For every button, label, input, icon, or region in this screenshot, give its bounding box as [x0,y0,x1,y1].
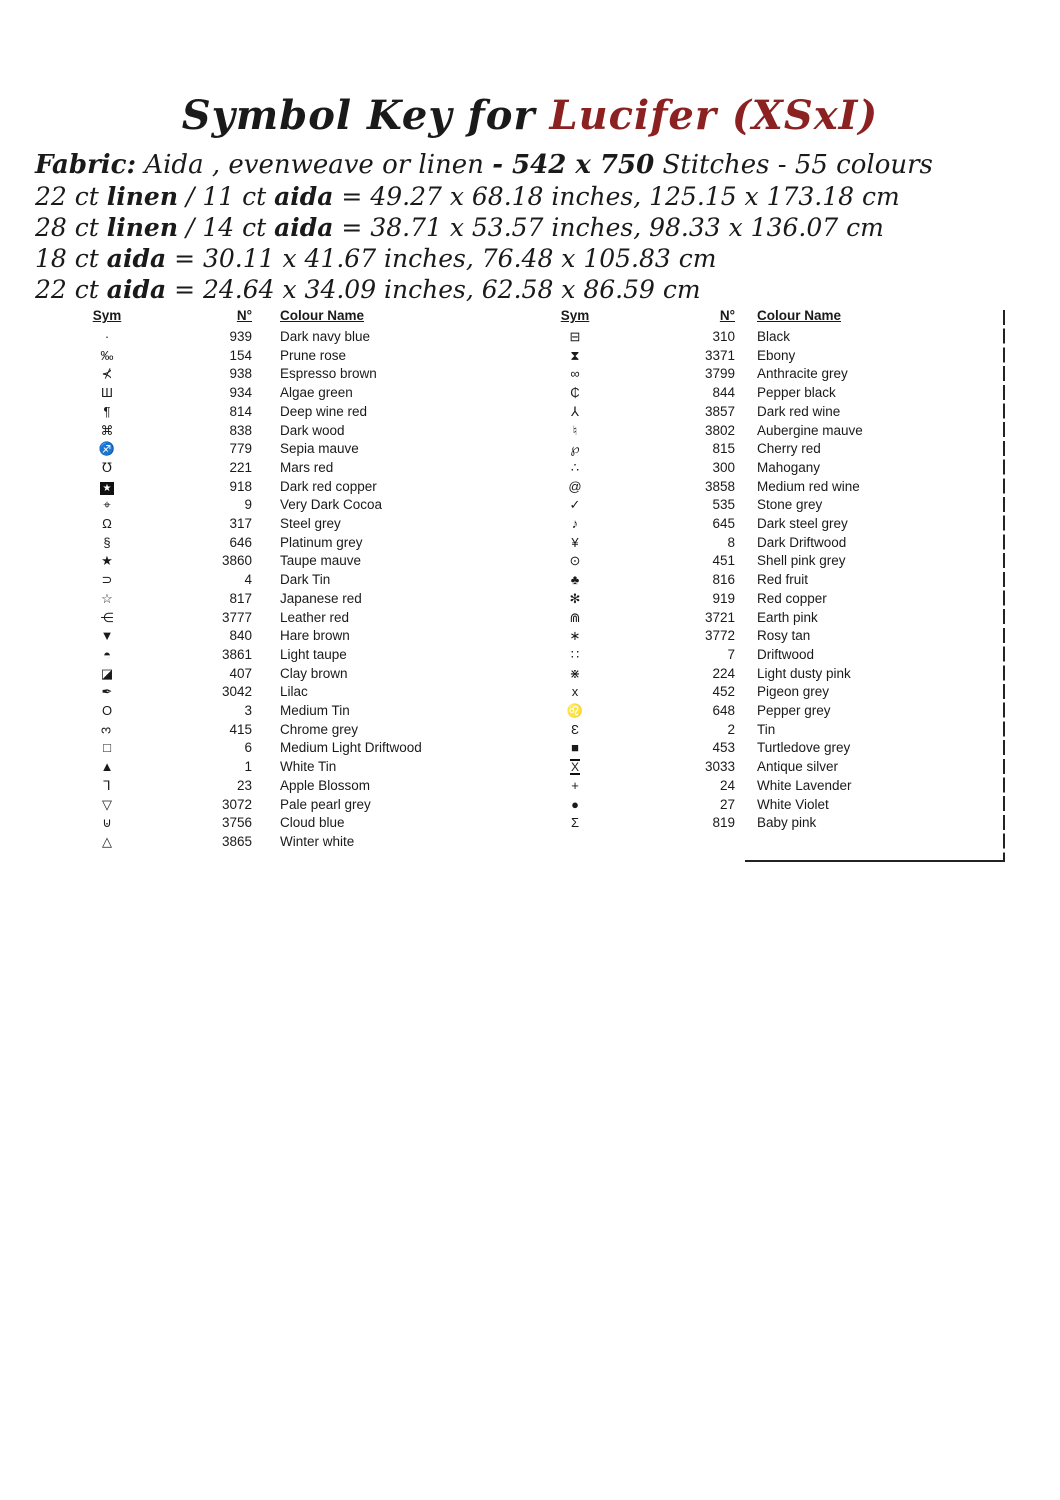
stitch-symbol: ⋇ [569,665,581,681]
thread-number: 934 [229,385,252,401]
colour-name: Lilac [280,684,308,700]
colour-name: Deep wine red [280,403,368,419]
key-row [535,347,990,366]
stitch-symbol: § [103,534,111,550]
thread-number: 838 [229,422,252,438]
stitch-symbol: ∴ [570,459,580,475]
colour-name: Medium Tin [280,703,350,719]
stitch-symbol: ₵ [570,385,580,401]
colour-name: Ebony [757,347,796,363]
key-table-left-body [62,328,482,852]
colour-name: Red copper [757,590,827,606]
key-row [62,665,482,684]
key-row [62,478,482,497]
colour-name: Pepper grey [757,703,831,719]
stitch-symbol: ♮ [572,422,578,438]
key-row [62,384,482,403]
thread-number: 840 [229,628,252,644]
key-row [535,590,990,609]
colour-name: Anthracite grey [757,366,848,382]
stitch-symbol: Ш [101,385,113,401]
key-row [535,552,990,571]
colour-name: Tin [757,721,776,737]
key-row [535,758,990,777]
key-row [535,459,990,478]
stitch-symbol: ⌘ [100,422,114,438]
thread-number: 918 [229,478,252,494]
key-row [62,796,482,815]
stitch-symbol: ‰ [100,347,114,363]
stitch-symbol: ⊍ [102,815,112,831]
thread-number: 317 [229,516,252,532]
stitch-symbol: ⅄ [571,403,579,419]
title-prefix: Symbol Key for [181,92,536,139]
thread-number: 23 [236,777,252,793]
stitch-symbol: ⊀ [101,366,113,382]
colour-name: Very Dark Cocoa [280,497,383,513]
colour-name: Pepper black [757,385,836,401]
key-row [62,833,482,852]
thread-number: 3860 [221,553,252,569]
key-table-right [535,304,990,833]
thread-number: 3802 [704,422,735,438]
key-row [62,347,482,366]
key-row [62,758,482,777]
colour-name: Chrome grey [280,721,359,737]
colour-name: Turtledove grey [757,740,851,756]
thread-number: 4 [244,572,252,588]
key-row [62,571,482,590]
key-row [62,459,482,478]
stitch-symbol: ¶ [103,403,111,419]
key-row [62,721,482,740]
thread-number: 453 [712,740,735,756]
thread-number: 816 [712,572,735,588]
colour-name: Dark navy blue [280,329,371,344]
colour-name: Red fruit [757,572,809,588]
colour-name: Antique silver [757,759,839,775]
stitch-symbol: ● [571,796,579,812]
thread-number: 9 [244,497,252,513]
key-row [535,571,990,590]
stitch-symbol: ⊃ [101,572,113,588]
thread-number: 154 [229,347,252,363]
thread-number: 3756 [221,815,252,831]
colour-name: Platinum grey [280,534,363,550]
colour-name: Japanese red [280,590,362,606]
table-border-right [1003,310,1005,862]
colour-name: Pale pearl grey [280,796,371,812]
key-row [535,534,990,553]
thread-number: 415 [229,721,252,737]
fabric-line: 28 ct linen / 14 ct aida = 38.71 x 53.57 inches, 98.33 x 136.07 cm [35,213,884,242]
key-row [535,627,990,646]
colour-name: Dark wood [280,422,345,438]
stitch-symbol: □ [103,740,111,756]
key-row [535,422,990,441]
thread-number: 221 [229,459,252,475]
key-row [535,515,990,534]
key-row [535,403,990,422]
key-row [535,328,990,347]
thread-number: 3033 [704,759,735,775]
key-row [535,777,990,796]
fabric-lines [35,181,933,305]
stitch-symbol: 3 [98,726,114,734]
page-title [0,92,1060,139]
thread-number: 3861 [221,646,252,662]
stitch-symbol: ✓ [569,497,581,513]
key-row [535,609,990,628]
header-sym: Sym [560,308,590,323]
key-row [62,814,482,833]
stitch-symbol: ▼ [100,628,114,644]
colour-name: Dark Driftwood [757,534,847,550]
key-row [535,814,990,833]
key-row [62,365,482,384]
colour-name: Winter white [280,833,355,849]
stitch-symbol: + [571,777,579,793]
stitch-symbol: · [104,329,110,344]
stitch-symbol: Ω [102,516,112,532]
header-name: Colour Name [280,308,365,323]
stitch-symbol: ⌖ [103,497,111,513]
colour-name: White Tin [280,759,337,775]
header-name: Colour Name [757,308,842,323]
thread-number: 779 [229,441,252,457]
key-row [535,496,990,515]
key-row [62,777,482,796]
colour-name: Dark steel grey [757,516,848,532]
thread-number: 2 [727,721,735,737]
colour-name: White Violet [757,796,829,812]
thread-number: 310 [712,329,735,344]
stitch-symbol: △ [102,833,112,849]
stitch-symbol: ⊙ [569,553,581,569]
colour-name: Light taupe [280,646,347,662]
colour-name: Earth pink [757,609,818,625]
thread-number: 3799 [704,366,735,382]
stitch-symbol: ✒ [101,684,113,700]
thread-number: 3772 [704,628,735,644]
key-row [62,683,482,702]
key-row [535,683,990,702]
stitch-symbol: ♐ [98,441,116,457]
thread-number: 6 [244,740,252,756]
stitch-symbol: ∞ [570,366,580,382]
key-table-left [62,304,482,852]
thread-number: 1 [244,759,252,775]
colour-name: Clay brown [280,665,348,681]
key-row [535,721,990,740]
thread-number: 3865 [221,833,252,849]
stitch-symbol: ■ [571,740,579,756]
thread-number: 224 [712,665,735,681]
stitch-symbol: ℧ [102,459,112,475]
table-border-bottom [745,860,1005,862]
colour-name: Dark red copper [280,478,377,494]
stitch-symbol: ♪ [571,516,579,532]
thread-number: 3 [244,703,252,719]
colour-name: Aubergine mauve [757,422,863,438]
thread-number: 815 [712,441,735,457]
stitch-symbol: ⊟ [569,329,581,344]
key-row [62,552,482,571]
stitch-symbol: ♌ [566,703,584,719]
stitch-symbol: ★ [101,553,113,569]
colour-name: Medium red wine [757,478,860,494]
key-table-right-header [535,304,990,328]
stitch-symbol: ∗ [569,628,581,644]
stitch-symbol: Σ [570,815,580,831]
key-row [62,609,482,628]
key-row [62,403,482,422]
key-row [62,422,482,441]
fabric-line: 22 ct linen / 11 ct aida = 49.27 x 68.18 inches, 125.15 x 173.18 cm [35,182,900,211]
stitch-symbol: @ [568,478,582,494]
colour-name: Apple Blossom [280,777,371,793]
key-row [535,384,990,403]
key-row [535,796,990,815]
fabric-info [35,150,933,305]
key-row [62,739,482,758]
key-row [62,702,482,721]
colour-name: Taupe mauve [280,553,362,569]
thread-number: 648 [712,703,735,719]
colour-name: Medium Light Driftwood [280,740,422,756]
colour-name: Pigeon grey [757,684,830,700]
thread-number: 3371 [704,347,735,363]
key-row [535,646,990,665]
thread-number: 407 [229,665,252,681]
fabric-line: 22 ct aida = 24.64 x 34.09 inches, 62.58 x 86.59 cm [35,275,701,304]
thread-number: 819 [712,815,735,831]
thread-number: 3721 [704,609,735,625]
header-num: N° [719,308,735,323]
colour-name: White Lavender [757,777,852,793]
stitch-symbol: ♣ [570,572,580,588]
stitch-symbol: ∷ [570,646,580,662]
key-table-right-body [535,328,990,833]
key-row [62,440,482,459]
colour-name: Cherry red [757,441,821,457]
colour-name: Prune rose [280,347,347,363]
stitch-symbol: ★ [100,482,114,495]
stitch-symbol: ⅂ [103,777,111,793]
stitch-symbol: x [571,684,579,700]
key-row [535,739,990,758]
colour-name: Mars red [280,459,334,475]
key-row [62,534,482,553]
fabric-intro: Fabric: Aida , evenweave or linen - 542 x 750 Stitches - 55 colours [35,150,933,180]
thread-number: 27 [719,796,735,812]
thread-number: 300 [712,459,735,475]
colour-name: Algae green [280,385,353,401]
fabric-line: 18 ct aida = 30.11 x 41.67 inches, 76.48 x 105.83 cm [35,244,717,273]
stitch-symbol: ◓ [103,646,111,662]
colour-name: Espresso brown [280,366,377,382]
thread-number: 452 [712,684,735,700]
key-row [62,627,482,646]
thread-number: 844 [712,385,735,401]
stitch-symbol: ▲ [100,759,114,775]
stitch-symbol: ⧗ [570,347,580,363]
colour-name: Cloud blue [280,815,345,831]
colour-name: Steel grey [280,516,341,532]
key-row [535,702,990,721]
thread-number: 3777 [221,609,252,625]
colour-name: Light dusty pink [757,665,851,681]
colour-name: Dark red wine [757,403,841,419]
thread-number: 814 [229,403,252,419]
key-row [62,496,482,515]
colour-name: Sepia mauve [280,441,359,457]
thread-number: 3858 [704,478,735,494]
colour-name: Shell pink grey [757,553,846,569]
key-row [62,515,482,534]
thread-number: 919 [712,590,735,606]
colour-name: Leather red [280,609,350,625]
key-row [62,328,482,347]
key-row [535,478,990,497]
colour-name: Hare brown [280,628,350,644]
colour-name: Dark Tin [280,572,331,588]
colour-name: Stone grey [757,497,823,513]
stitch-symbol: ⋒ [569,609,581,625]
thread-number: 7 [727,646,735,662]
stitch-symbol: ¥ [571,534,579,550]
thread-number: 535 [712,497,735,513]
colour-name: Black [757,329,791,344]
thread-number: 939 [229,329,252,344]
thread-number: 3072 [221,796,252,812]
key-row [62,646,482,665]
thread-number: 938 [229,366,252,382]
key-row [535,365,990,384]
stitch-symbol: ℘ [570,441,580,457]
thread-number: 646 [229,534,252,550]
key-table-left-header [62,304,482,328]
thread-number: 3857 [704,403,735,419]
thread-number: 451 [712,553,735,569]
stitch-symbol: X [570,760,579,775]
stitch-symbol: ⋲ [100,609,114,625]
colour-name: Rosy tan [757,628,811,644]
thread-number: 645 [712,516,735,532]
thread-number: 8 [727,534,735,550]
stitch-symbol: Ɛ [571,721,579,737]
header-num: N° [236,308,252,323]
key-row [535,665,990,684]
title-pattern-name: Lucifer (XSxI) [549,92,879,139]
key-row [535,440,990,459]
stitch-symbol: ✻ [569,590,581,606]
colour-name: Mahogany [757,459,821,475]
stitch-symbol: O [101,703,113,719]
stitch-symbol: ▽ [102,796,112,812]
stitch-symbol: ◪ [100,665,114,681]
header-sym: Sym [92,308,122,323]
colour-name: Driftwood [757,646,815,662]
thread-number: 24 [719,777,735,793]
thread-number: 3042 [221,684,252,700]
colour-name: Baby pink [757,815,817,831]
thread-number: 817 [229,590,252,606]
stitch-symbol: ☆ [101,590,113,606]
key-row [62,590,482,609]
